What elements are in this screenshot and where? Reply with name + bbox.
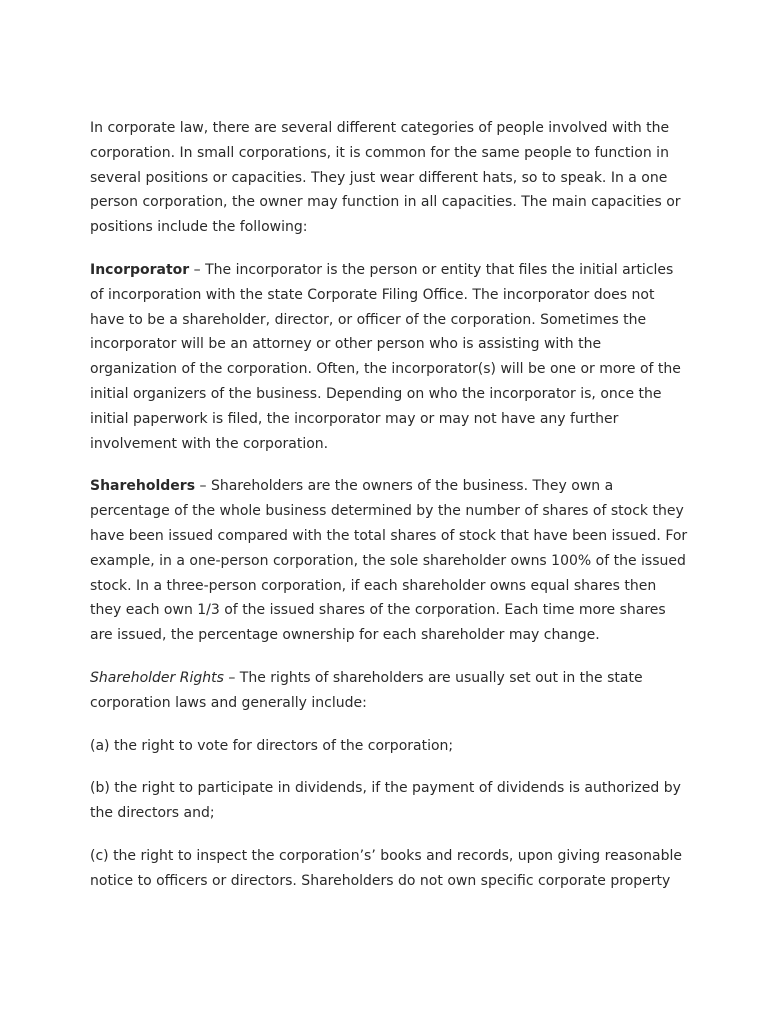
shareholder-rights-paragraph bbox=[90, 666, 690, 716]
shareholders-text: – Shareholders are the owners of the business. They own a percentage of the whole business determined by the number of shares of stock they have been issued compared with the total shares of stock that have been issued. For example, in a one-person corporation, the sole shareholder owns 100% of the issued stock. In a three-person corporation, if each shareholder owns equal shares then they each own 1/3 of the issued shares of the corporation. Each time more shares are issued, the percentage ownership for each shareholder may change. bbox=[90, 478, 688, 644]
incorporator-term: Incorporator bbox=[90, 261, 190, 278]
incorporator-paragraph bbox=[90, 258, 690, 456]
right-item-a: (a) the right to vote for directors of the corporation; bbox=[90, 737, 454, 754]
intro-paragraph: In corporate law, there are several different categories of people involved with the corporation. In small corporations, it is common for the same people to function in several positions or capacities. They just wear different hats, so to speak. In a one person corporation, the owner may function in all capacities. The main capacities or positions include the following: bbox=[90, 120, 681, 236]
shareholder-rights-text: – The rights of shareholders are usually set out in the state corporation laws and generally include: bbox=[90, 669, 643, 711]
right-item-b: (b) the right to participate in dividends, if the payment of dividends is authorized by the directors and; bbox=[90, 780, 681, 822]
shareholders-paragraph bbox=[90, 474, 690, 648]
document-page bbox=[90, 116, 690, 912]
shareholder-rights-term: Shareholder Rights bbox=[90, 669, 224, 686]
shareholders-term: Shareholders bbox=[90, 478, 196, 495]
incorporator-text: – The incorporator is the person or entity that files the initial articles of incorporation with the state Corporate Filing Office. The incorporator does not have to be a shareholder, director, or officer of the corporation. Sometimes the incorporator will be an attorney or other person who is assisting with the organization of the corporation. Often, the incorporator(s) will be one or more of the initial organizers of the business. Depending on who the incorporator is, once the initial paperwork is filed, the incorporator may or may not have any further involvement with the corporation. bbox=[90, 261, 681, 452]
right-item-c: (c) the right to inspect the corporation’s’ books and records, upon giving reasonable notice to officers or directors. Shareholders do not own specific corporate property bbox=[90, 847, 682, 889]
